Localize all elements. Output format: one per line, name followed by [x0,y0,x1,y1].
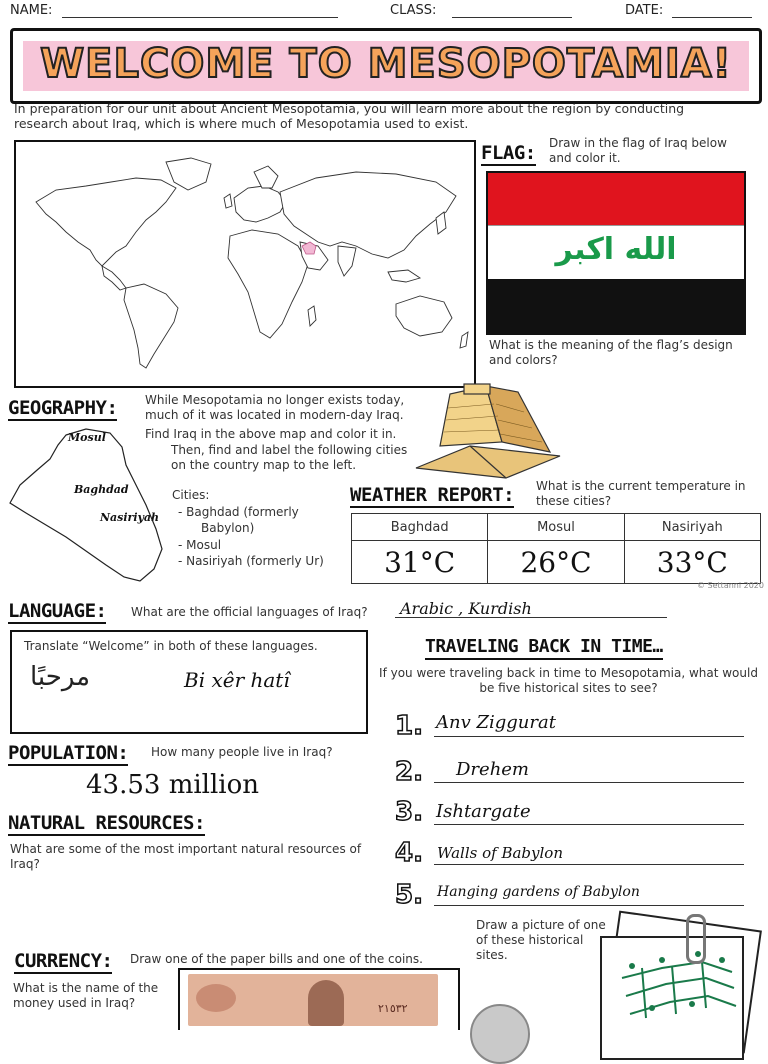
language-title: LANGUAGE: [8,600,107,622]
flag-drawing[interactable] [486,171,746,335]
weather-temp-baghdad[interactable]: 31°C [352,541,488,584]
translate-prompt: Translate “Welcome” in both of these languages. [24,639,318,653]
city-item-nasiriyah: - Nasiriyah (formerly Ur) [178,554,324,568]
ziggurat-sketch [602,938,742,1028]
date-line[interactable] [672,17,752,18]
copyright: © Settanni 2020 [697,581,764,590]
site-answer-1[interactable]: Anv Ziggurat [436,712,556,733]
geography-text-1: While Mesopotamia no longer exists today, much of it was located in modern-day Iraq. [145,393,405,422]
weather-city-baghdad: Baghdad [352,514,488,541]
name-label: NAME: [10,3,53,18]
currency-question: What is the name of the money used in Iraq? [13,981,159,1010]
resources-title: NATURAL RESOURCES: [8,812,205,834]
banknote-portrait [308,980,344,1026]
world-map[interactable] [14,140,476,388]
geography-text-3: Then, find and label the following cities on the country map to the left. [171,443,408,472]
site-answer-3[interactable]: Ishtargate [436,801,531,822]
translate-box[interactable] [10,630,368,734]
site-number-2: 2. [395,757,423,787]
iraq-map[interactable] [6,425,168,587]
translate-arabic: مرحبًا [30,662,91,692]
weather-city-nasiriyah: Nasiriyah [624,514,760,541]
travel-prompt: If you were traveling back in time to Mesopotamia, what would be five historical sites to see? [379,666,758,695]
draw-site-prompt: Draw a picture of one of these historical sites. [476,918,606,962]
site-number-1: 1. [395,711,423,741]
population-title: POPULATION: [8,742,129,764]
population-answer[interactable]: 43.53 million [86,770,260,800]
flag-black-stripe [488,279,744,333]
currency-prompt: Draw one of the paper bills and one of the coins. [130,952,423,966]
intro-text: In preparation for our unit about Ancient Mesopotamia, you will learn more about the region by conducting research about Iraq, which is where much of Mesopotamia used to exist. [14,101,685,131]
currency-title: CURRENCY: [14,950,113,972]
city-item-mosul: - Mosul [178,538,222,552]
iraq-outline [6,425,168,587]
geography-title: GEOGRAPHY: [8,397,118,419]
flag-question: What is the meaning of the flag’s design and colors? [489,338,733,367]
site-line-5 [434,905,744,906]
weather-title: WEATHER REPORT: [350,484,515,506]
weather-temp-nasiriyah[interactable]: 33°C [624,541,760,584]
card-front [600,936,744,1060]
class-line[interactable] [452,17,572,18]
banknote-image [188,974,438,1026]
cities-label: Cities: [172,488,210,502]
weather-temp-mosul[interactable]: 26°C [488,541,624,584]
map-label-mosul: Mosul [68,431,106,444]
site-line-4 [434,864,744,865]
weather-table [351,513,761,584]
paperclip-icon [686,914,706,964]
site-number-3: 3. [395,797,423,827]
site-line-2 [434,782,744,783]
site-answer-5[interactable]: Hanging gardens of Babylon [437,884,640,900]
city-item-babylon: Babylon) [201,521,255,535]
name-line[interactable] [62,17,338,18]
site-number-5: 5. [395,880,423,910]
site-line-3 [434,824,744,825]
coin-image [470,1004,530,1064]
currency-drawing-box[interactable] [178,968,460,1030]
site-drawing-card[interactable] [596,914,762,1024]
flag-takbir: الله اكبر [555,232,677,267]
flag-title: FLAG: [481,142,536,164]
world-map-outline [16,142,474,386]
site-answer-2[interactable]: Drehem [456,759,530,780]
travel-title: TRAVELING BACK IN TIME… [425,636,663,660]
flag-prompt: Draw in the flag of Iraq below and color it. [549,136,727,165]
site-answer-4[interactable]: Walls of Babylon [437,844,563,862]
banknote-seal [196,984,236,1012]
language-answer[interactable]: Arabic , Kurdish [400,599,532,618]
class-label: CLASS: [390,3,437,18]
site-line-1 [434,736,744,737]
resources-prompt: What are some of the most important natural resources of Iraq? [10,842,362,871]
date-label: DATE: [625,3,664,18]
language-prompt: What are the official languages of Iraq? [131,605,368,619]
weather-city-mosul: Mosul [488,514,624,541]
ziggurat-illustration [410,380,570,480]
site-number-4: 4. [395,838,423,868]
map-label-nasiriyah: Nasiriyah [100,511,160,524]
population-prompt: How many people live in Iraq? [151,745,333,759]
title-banner [10,28,762,104]
weather-prompt: What is the current temperature in these cities? [536,479,746,508]
banknote-serial: ٢١٥٣٢ [378,1002,408,1015]
flag-red-stripe [488,173,744,225]
map-label-baghdad: Baghdad [74,483,129,496]
city-item-baghdad: - Baghdad (formerly [178,505,299,519]
geography-text-2: Find Iraq in the above map and color it in. [145,427,397,441]
page-title: WELCOME TO MESOPOTAMIA! [40,41,732,87]
flag-white-stripe [488,225,744,281]
translate-kurdish: Bi xêr hatî [184,668,290,692]
